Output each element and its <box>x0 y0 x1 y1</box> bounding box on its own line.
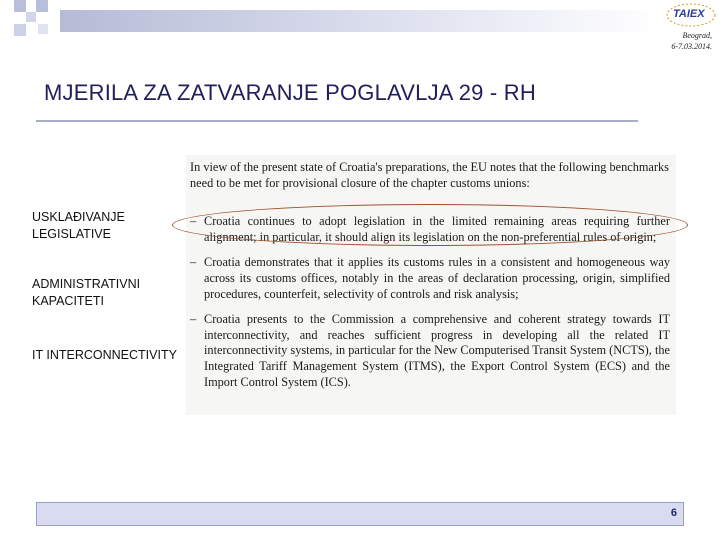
city-date <box>671 30 712 52</box>
title-divider <box>36 120 638 122</box>
date: 6-7.03.2014. <box>671 42 712 51</box>
city: Beograd, <box>682 31 712 40</box>
excerpt-item <box>190 312 670 390</box>
header-band <box>60 10 660 32</box>
excerpt-item <box>190 255 670 302</box>
logo-text: TAIEX <box>673 8 705 20</box>
excerpt-item-text: Croatia presents to the Commission a comprehensive and coherent strategy towards IT interconnectivity, and reaches sufficient progress in developing all the related IT interconnectivity systems, in particular for the New Computerised Transit System (NCTS), the Integrated Tariff Management System (ITMS), the Export Control System (ECS) and the Import Control System (ICS). <box>204 312 670 389</box>
excerpt-item-text: Croatia continues to adopt legislation in the limited remaining areas requiring further alignment; in particular, it should align its legislation on the non-preferential rules of origin; <box>204 214 670 244</box>
label-it-interconnectivity: IT INTERCONNECTIVITY <box>32 348 177 362</box>
page-title: MJERILA ZA ZATVARANJE POGLAVLJA 29 - RH <box>44 80 536 105</box>
dash-bullet: – <box>190 214 197 229</box>
page-number: 6 <box>670 507 677 519</box>
highlight-ellipse <box>172 204 688 246</box>
excerpt-item-text: Croatia demonstrates that it applies its customs rules in a consistent and homogeneous way across its customs offices, notably in the areas of declaration processing, origin, simplified procedures, counterfeit, selectivity of controls and risk analysis; <box>204 255 670 301</box>
dash-bullet: – <box>190 255 197 270</box>
label-legislation: USKLAĐIVANJE LEGISLATIVE <box>32 210 125 241</box>
footer-bar <box>36 502 684 526</box>
label-administrative-capacity: ADMINISTRATIVNI KAPACITETI <box>32 277 141 308</box>
excerpt-intro: In view of the present state of Croatia's preparations, the EU notes that the following benchmarks need to be met for provisional closure of the chapter customs unions: <box>190 160 669 190</box>
document-excerpt <box>190 160 670 390</box>
dash-bullet: – <box>190 312 197 327</box>
